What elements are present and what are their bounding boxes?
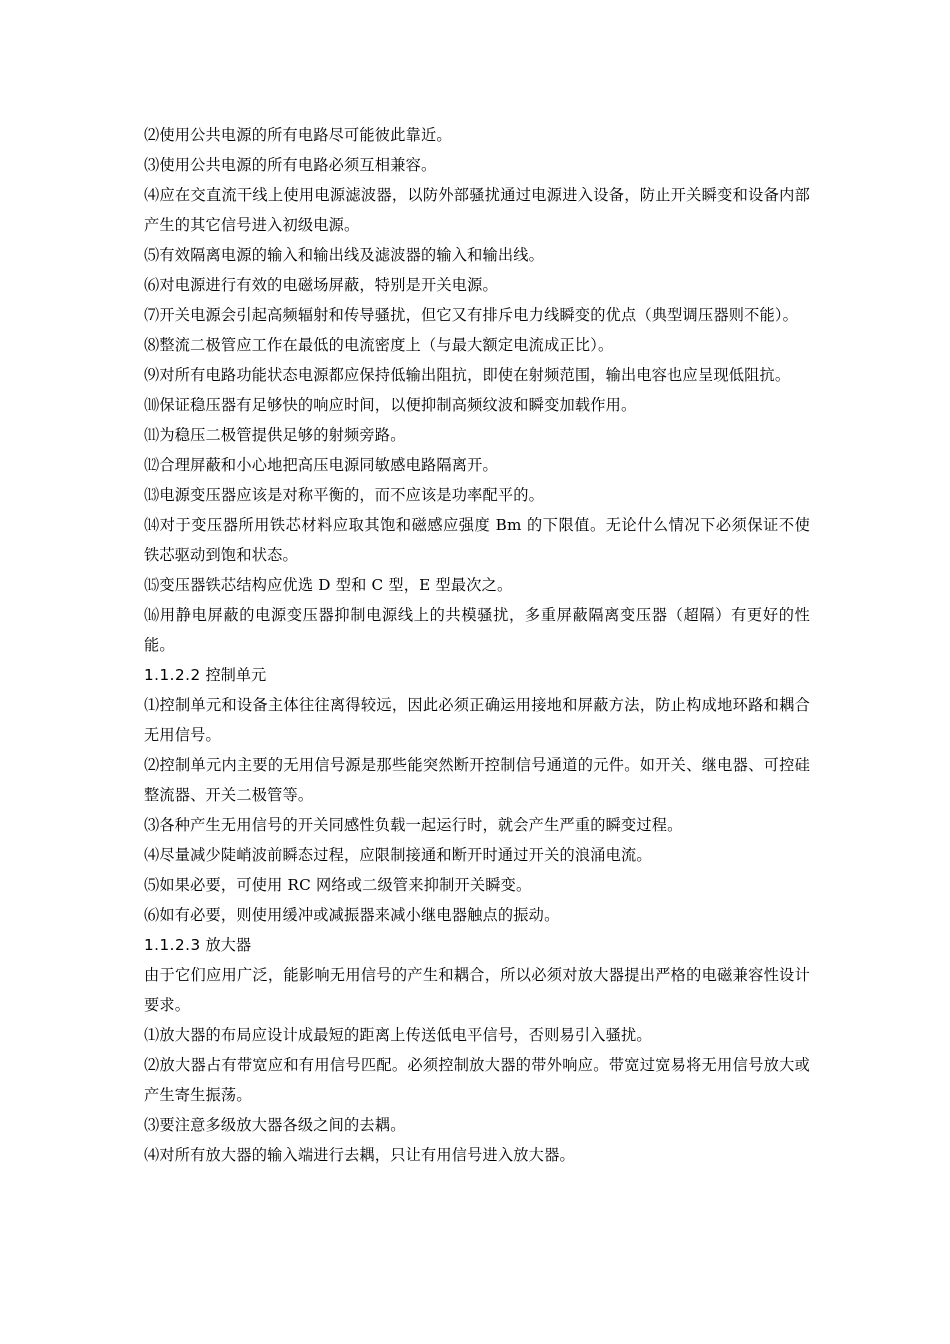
section-number: 1.1.2.2 [144, 666, 201, 684]
paragraph: ⑸有效隔离电源的输入和输出线及滤波器的输入和输出线。 [144, 246, 545, 264]
paragraph: ⑻整流二极管应工作在最低的电流密度上（与最大额定电流成正比）。 [144, 336, 614, 354]
paragraph: ⑷对所有放大器的输入端进行去耦，只让有用信号进入放大器。 [144, 1146, 575, 1164]
section-title: 放大器 [205, 936, 252, 954]
paragraph: ⑹如有必要，则使用缓冲或减振器来减小继电器触点的振动。 [144, 906, 560, 924]
paragraph: ⒃用静电屏蔽的电源变压器抑制电源线上的共模骚扰，多重屏蔽隔离变压器（超隔）有更好的性能。 [144, 606, 810, 654]
paragraph: ⑸如果必要，可使用 RC 网络或二级管来抑制开关瞬变。 [144, 876, 532, 894]
paragraph: 由于它们应用广泛，能影响无用信号的产生和耦合，所以必须对放大器提出严格的电磁兼容性设计要求。 [144, 966, 810, 1014]
paragraph: ⑾为稳压二极管提供足够的射频旁路。 [144, 426, 406, 444]
paragraph: ⑹对电源进行有效的电磁场屏蔽，特别是开关电源。 [144, 276, 498, 294]
paragraph: ⑶使用公共电源的所有电路必须互相兼容。 [144, 156, 437, 174]
section-heading-amplifier [144, 930, 810, 960]
paragraph: ⑽保证稳压器有足够快的响应时间，以便抑制高频纹波和瞬变加载作用。 [144, 396, 637, 414]
paragraph: ⑶各种产生无用信号的开关同感性负载一起运行时，就会产生严重的瞬变过程。 [144, 816, 683, 834]
paragraph: ⑺开关电源会引起高频辐射和传导骚扰，但它又有排斥电力线瞬变的优点（典型调压器则不能）。 [144, 306, 799, 324]
paragraph: ⑵使用公共电源的所有电路尽可能彼此靠近。 [144, 126, 452, 144]
paragraph: ⑿合理屏蔽和小心地把高压电源同敏感电路隔离开。 [144, 456, 498, 474]
paragraph: ⑷尽量减少陡峭波前瞬态过程，应限制接通和断开时通过开关的浪涌电流。 [144, 846, 652, 864]
paragraph: ⑴控制单元和设备主体往往离得较远，因此必须正确运用接地和屏蔽方法，防止构成地环路和耦合无用信号。 [144, 696, 810, 744]
section-title: 控制单元 [205, 666, 267, 684]
paragraph: ⒀电源变压器应该是对称平衡的，而不应该是功率配平的。 [144, 486, 545, 504]
paragraph: ⑵放大器占有带宽应和有用信号匹配。必须控制放大器的带外响应。带宽过宽易将无用信号放大或产生寄生振荡。 [144, 1056, 810, 1104]
paragraph: ⑵控制单元内主要的无用信号源是那些能突然断开控制信号通道的元件。如开关、继电器、可控硅整流器、开关二极管等。 [144, 756, 810, 804]
paragraph: ⒁对于变压器所用铁芯材料应取其饱和磁感应强度 Bm 的下限值。无论什么情况下必须保证不使铁芯驱动到饱和状态。 [144, 516, 810, 564]
paragraph: ⑴放大器的布局应设计成最短的距离上传送低电平信号，否则易引入骚扰。 [144, 1026, 652, 1044]
paragraph: ⑷应在交直流干线上使用电源滤波器，以防外部骚扰通过电源进入设备，防止开关瞬变和设备内部产生的其它信号进入初级电源。 [144, 186, 810, 234]
section-heading-control-unit [144, 660, 810, 690]
paragraph: ⒂变压器铁芯结构应优选 D 型和 C 型，E 型最次之。 [144, 576, 513, 594]
section-number: 1.1.2.3 [144, 936, 201, 954]
paragraph: ⑶要注意多级放大器各级之间的去耦。 [144, 1116, 406, 1134]
paragraph: ⑼对所有电路功能状态电源都应保持低输出阻抗，即使在射频范围，输出电容也应呈现低阻抗。 [144, 366, 791, 384]
